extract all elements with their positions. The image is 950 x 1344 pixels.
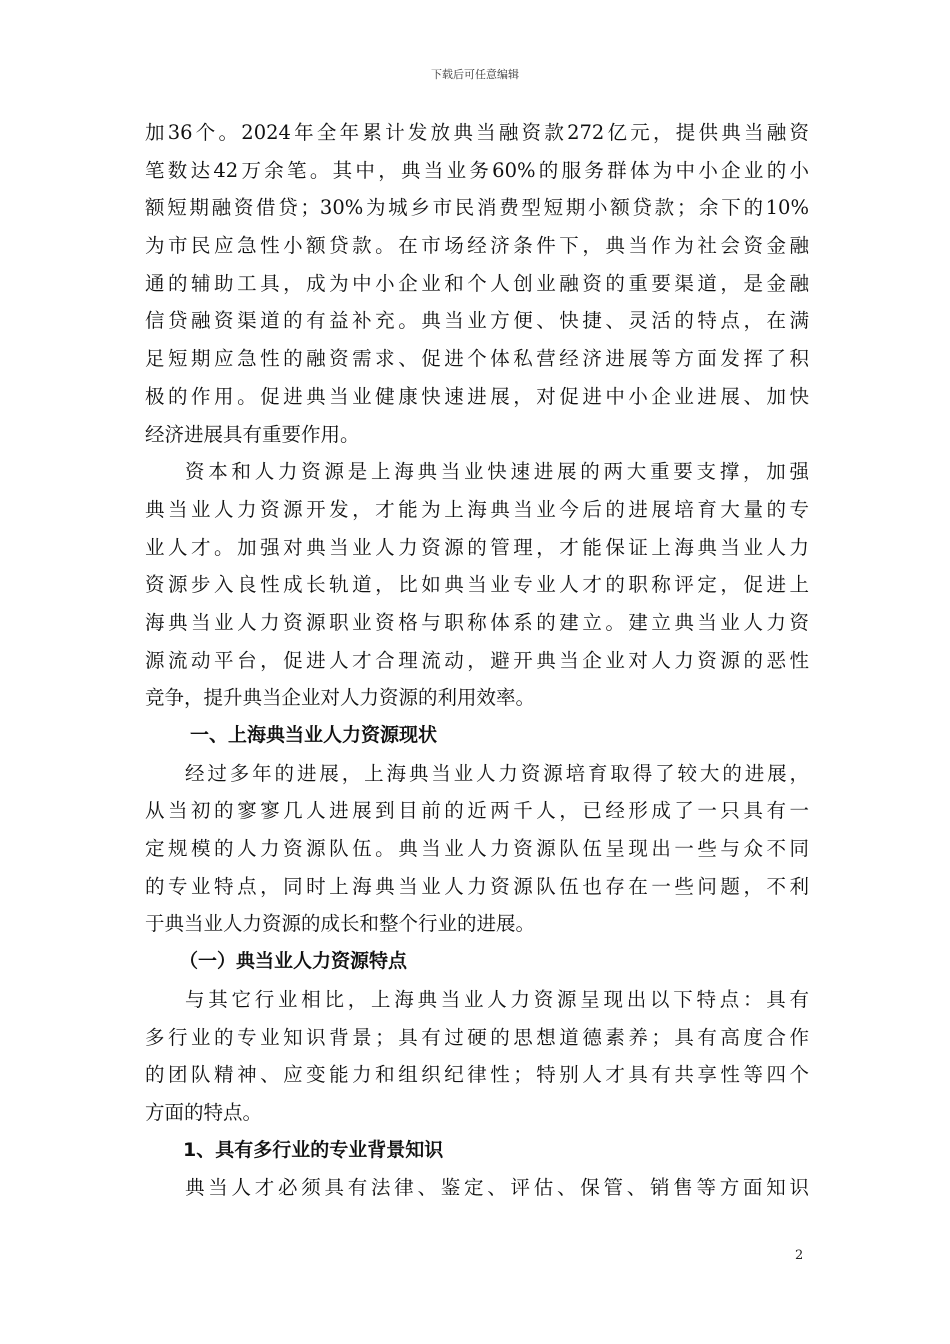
text-line: 经济进展具有重要作用。 [145,422,360,446]
text-line: 加36个。2024年全年累计发放典当融资款272亿元，提供典当融资 [145,121,809,144]
text-line: 的专业特点，同时上海典当业人力资源队伍也存在一些问题，不利 [145,874,809,898]
text-line: 方面的特点。 [145,1100,263,1124]
text-line: 从当初的寥寥几人进展到目前的近两千人，已经形成了一只具有一 [145,799,809,823]
section-heading: 一、上海典当业人力资源现状 [190,724,438,746]
text-line: 足短期应急性的融资需求、促进个体私营经济进展等方面发挥了积 [145,347,809,371]
text-line: 于典当业人力资源的成长和整个行业的进展。 [145,912,536,936]
text-line: 海典当业人力资源职业资格与职称体系的建立。建立典当业人力资 [145,610,809,634]
text-line: 定规模的人力资源队伍。典当业人力资源队伍呈现出一些与众不同 [145,837,809,861]
text-line: 典当人才必须具有法律、鉴定、评估、保管、销售等方面知识 [185,1176,809,1200]
text-line: 经过多年的进展，上海典当业人力资源培育取得了较大的进展， [185,761,809,785]
text-line: 竞争，提升典当企业对人力资源的利用效率。 [145,686,536,710]
page-header: 下载后可任意编辑 [431,68,519,81]
page-number: 2 [795,1248,804,1263]
text-line: 典当业人力资源开发，才能为上海典当业今后的进展培育大量的专 [145,497,809,521]
text-line: 资本和人力资源是上海典当业快速进展的两大重要支撑，加强 [185,460,809,484]
text-line: 资源步入良性成长轨道，比如典当业专业人才的职称评定，促进上 [145,573,809,597]
document-body [145,114,809,1207]
text-line: 业人才。加强对典当业人力资源的管理，才能保证上海典当业人力 [145,535,809,559]
text-line: 通的辅助工具，成为中小企业和个人创业融资的重要渠道，是金融 [145,271,809,295]
section-heading: 1、具有多行业的专业背景知识 [183,1138,444,1161]
text-line: 信贷融资渠道的有益补充。典当业方便、快捷、灵活的特点，在满 [145,309,809,333]
text-line: 与其它行业相比，上海典当业人力资源呈现出以下特点：具有 [185,987,809,1011]
text-line: 笔数达42万余笔。其中，典当业务60%的服务群体为中小企业的小 [145,158,809,182]
text-line: 极的作用。促进典当业健康快速进展，对促进中小企业进展、加快 [145,384,809,408]
section-heading: （一）典当业人力资源特点 [179,950,408,973]
text-line: 源流动平台，促进人才合理流动，避开典当企业对人力资源的恶性 [145,648,809,672]
text-line: 的团队精神、应变能力和组织纪律性；特别人才具有共享性等四个 [145,1063,809,1087]
text-line: 为市民应急性小额贷款。在市场经济条件下，典当作为社会资金融 [145,234,809,258]
text-line: 多行业的专业知识背景；具有过硬的思想道德素养；具有高度合作 [145,1025,809,1049]
text-line: 额短期融资借贷；30%为城乡市民消费型短期小额贷款；余下的10% [145,196,809,220]
